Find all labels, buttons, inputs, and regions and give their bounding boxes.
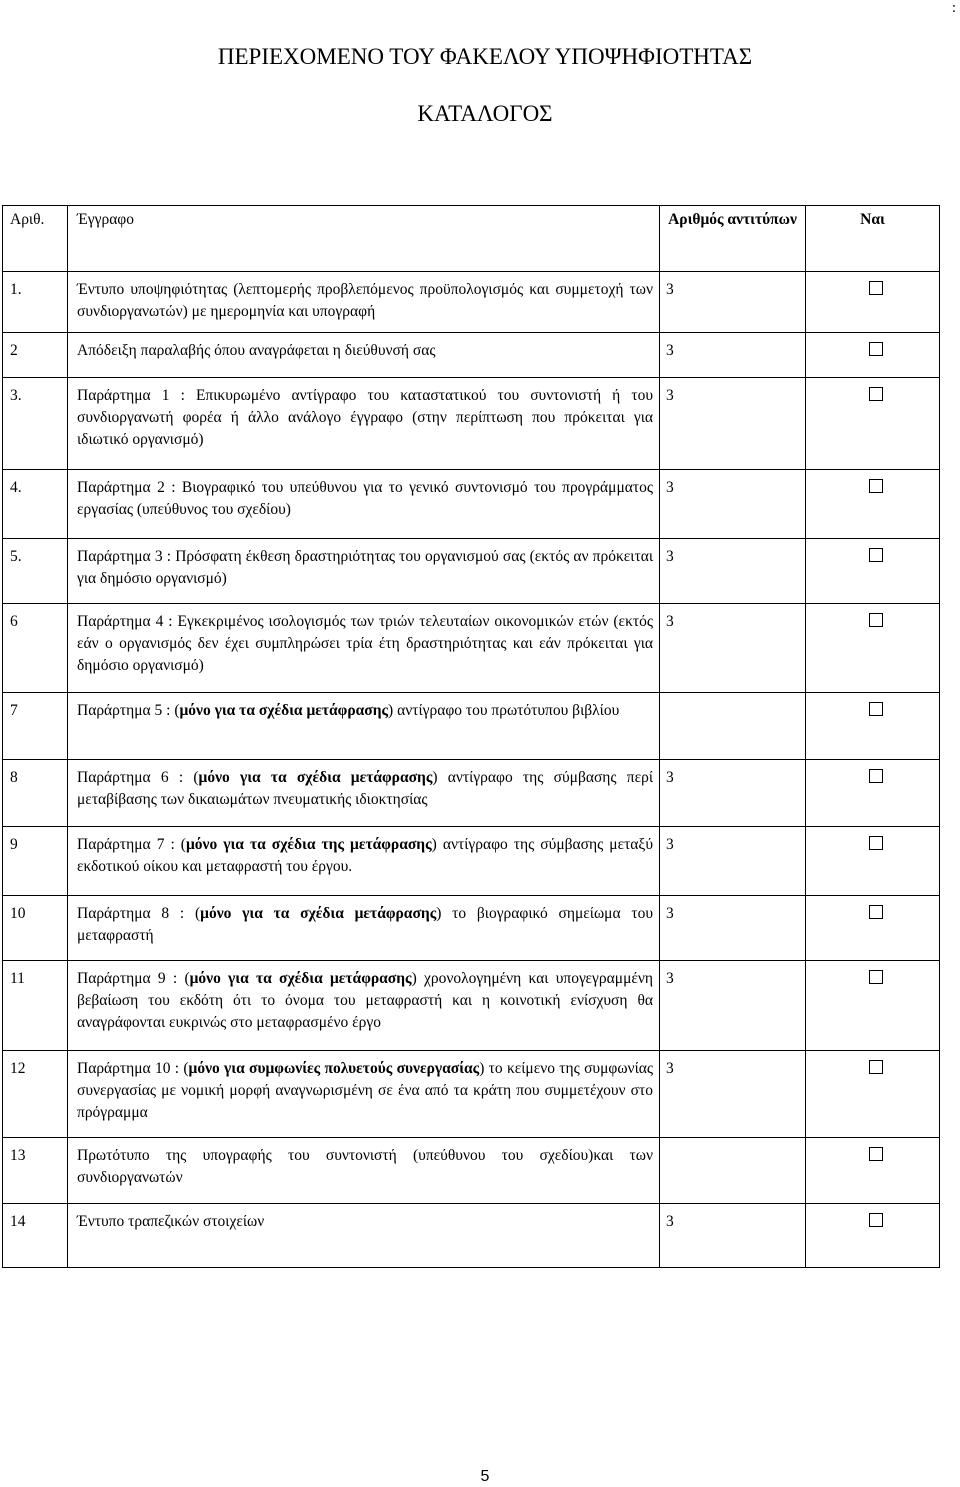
row-yes xyxy=(806,1138,940,1204)
table-row xyxy=(3,1204,940,1268)
row-yes xyxy=(806,827,940,896)
row-yes xyxy=(806,378,940,470)
row-document: Έντυπο τραπεζικών στοιχείων xyxy=(68,1204,660,1268)
row-yes xyxy=(806,896,940,961)
header-document: Έγγραφο xyxy=(68,206,660,272)
row-copies: 3 xyxy=(660,333,806,378)
yes-checkbox[interactable] xyxy=(869,702,883,716)
row-document-pre: Παράρτημα 9 : ( xyxy=(77,970,190,987)
page-number: 5 xyxy=(480,1468,490,1485)
row-copies xyxy=(660,1138,806,1204)
row-yes xyxy=(806,539,940,604)
table-row xyxy=(3,604,940,693)
row-document: Παράρτημα 3 : Πρόσφατη έκθεση δραστηριότητας του οργανισμού σας (εκτός αν πρόκειται για δημόσιο οργανισμό) xyxy=(68,539,660,604)
yes-checkbox[interactable] xyxy=(869,905,883,919)
table-row xyxy=(3,378,940,470)
row-document-bold: μόνο για τα σχέδια της μετάφρασης xyxy=(185,836,432,853)
row-number: 5. xyxy=(3,539,68,604)
documents-table xyxy=(2,205,940,1268)
row-yes xyxy=(806,333,940,378)
row-document-post: ) αντίγραφο της σύμβασης περί μεταβίβασης των δικαιωμάτων πνευματικής ιδιοκτησίας xyxy=(77,769,654,808)
row-number: 4. xyxy=(3,470,68,539)
yes-checkbox[interactable] xyxy=(869,970,883,984)
row-copies: 3 xyxy=(660,827,806,896)
table-row xyxy=(3,539,940,604)
row-number: 6 xyxy=(3,604,68,693)
row-document-post: ) χρονολογημένη και υπογεγραμμένη βεβαίωση του εκδότη ότι το όνομα του μεταφραστή και η κοινοτική ενίσχυση θα αναγράφονται ευκρινώς στο μεταφρασμένο έργο xyxy=(77,970,654,1031)
row-document-bold: μόνο για τα σχέδια μετάφρασης xyxy=(189,970,412,987)
row-document-bold: μόνο για συμφωνίες πολυετούς συνεργασίας xyxy=(188,1060,480,1077)
row-copies: 3 xyxy=(660,896,806,961)
row-document: Έντυπο υποψηφιότητας (λεπτομερής προβλεπόμενος προϋπολογισμός και συμμετοχή των συνδιοργανωτών) με ημερομηνία και υπογραφή xyxy=(68,272,660,333)
row-copies: 3 xyxy=(660,961,806,1051)
yes-checkbox[interactable] xyxy=(869,281,883,295)
row-copies: 3 xyxy=(660,760,806,827)
row-document xyxy=(68,760,660,827)
table-header-row xyxy=(3,206,940,272)
row-document xyxy=(68,896,660,961)
yes-checkbox[interactable] xyxy=(869,836,883,850)
row-document-bold: μόνο για τα σχέδια μετάφρασης xyxy=(200,905,437,922)
row-yes xyxy=(806,272,940,333)
row-document: Παράρτημα 1 : Επικυρωμένο αντίγραφο του καταστατικού του συντονιστή ή του συνδιοργανωτή φορέα ή άλλο ανάλογο έγγραφο (στην περίπτωση που πρόκειται για ιδιωτικό οργανισμό) xyxy=(68,378,660,470)
yes-checkbox[interactable] xyxy=(869,387,883,401)
table-row xyxy=(3,961,940,1051)
row-document xyxy=(68,961,660,1051)
header-number: Αριθ. xyxy=(3,206,68,272)
corner-mark: : xyxy=(951,0,956,16)
row-document-post: ) το κείμενο της συμφωνίας συνεργασίας με νομική μορφή αναγνωρισμένη σε ένα από τα κράτη που συμμετέχουν στο πρόγραμμα xyxy=(77,1060,653,1121)
row-yes xyxy=(806,1204,940,1268)
row-number: 11 xyxy=(3,961,68,1051)
row-document-bold: μόνο για τα σχέδια μετάφρασης xyxy=(179,702,389,719)
row-number: 10 xyxy=(3,896,68,961)
row-number: 7 xyxy=(3,693,68,760)
row-yes xyxy=(806,760,940,827)
row-number: 13 xyxy=(3,1138,68,1204)
table-row xyxy=(3,470,940,539)
page-title: ΠΕΡΙΕΧΟΜΕΝΟ ΤΟΥ ΦΑΚΕΛΟΥ ΥΠΟΨΗΦΙΟΤΗΤΑΣ xyxy=(217,44,753,69)
row-document-pre: Παράρτημα 8 : ( xyxy=(77,905,201,922)
row-document-pre: Παράρτημα 7 : ( xyxy=(77,836,186,853)
row-copies: 3 xyxy=(660,539,806,604)
row-copies: 3 xyxy=(660,1051,806,1138)
row-copies: 3 xyxy=(660,470,806,539)
table-row xyxy=(3,693,940,760)
row-document-post: ) αντίγραφο του πρωτότυπου βιβλίου xyxy=(388,702,620,719)
row-number: 8 xyxy=(3,760,68,827)
yes-checkbox[interactable] xyxy=(869,769,883,783)
header-copies: Αριθμός αντιτύπων xyxy=(660,206,806,272)
row-document-post: ) αντίγραφο της σύμβασης μεταξύ εκδοτικού οίκου και μεταφραστή του έργου. xyxy=(77,836,654,875)
row-copies: 3 xyxy=(660,604,806,693)
table-row xyxy=(3,1138,940,1204)
yes-checkbox[interactable] xyxy=(869,479,883,493)
row-document: Πρωτότυπο της υπογραφής του συντονιστή (υπεύθυνου του σχεδίου)και των συνδιοργανωτών xyxy=(68,1138,660,1204)
row-yes xyxy=(806,961,940,1051)
row-number: 9 xyxy=(3,827,68,896)
row-document-bold: μόνο για τα σχέδια μετάφρασης xyxy=(198,769,433,786)
row-document xyxy=(68,693,660,760)
row-number: 3. xyxy=(3,378,68,470)
yes-checkbox[interactable] xyxy=(869,1147,883,1161)
row-document-pre: Παράρτημα 10 : ( xyxy=(77,1060,189,1077)
row-copies: 3 xyxy=(660,1204,806,1268)
row-yes xyxy=(806,1051,940,1138)
row-document: Απόδειξη παραλαβής όπου αναγράφεται η διεύθυνσή σας xyxy=(68,333,660,378)
table-row xyxy=(3,827,940,896)
row-number: 2 xyxy=(3,333,68,378)
yes-checkbox[interactable] xyxy=(869,1060,883,1074)
table-row xyxy=(3,760,940,827)
yes-checkbox[interactable] xyxy=(869,342,883,356)
row-document: Παράρτημα 4 : Εγκεκριμένος ισολογισμός των τριών τελευταίων οικονομικών ετών (εκτός εάν ο οργανισμός δεν έχει συμπληρώσει τρία έτη δραστηριότητας και εάν πρόκειται για δημόσιο οργανισμό) xyxy=(68,604,660,693)
row-yes xyxy=(806,693,940,760)
row-number: 1. xyxy=(3,272,68,333)
table-row xyxy=(3,896,940,961)
row-copies: 3 xyxy=(660,378,806,470)
yes-checkbox[interactable] xyxy=(869,1213,883,1227)
table-row xyxy=(3,272,940,333)
row-copies: 3 xyxy=(660,272,806,333)
row-yes xyxy=(806,604,940,693)
yes-checkbox[interactable] xyxy=(869,613,883,627)
row-document-post: ) το βιογραφικό σημείωμα του μεταφραστή xyxy=(77,905,653,944)
row-document xyxy=(68,827,660,896)
row-document xyxy=(68,1051,660,1138)
yes-checkbox[interactable] xyxy=(869,548,883,562)
row-yes xyxy=(806,470,940,539)
page-subtitle: ΚΑΤΑΛΟΓΟΣ xyxy=(417,101,553,126)
table-row xyxy=(3,1051,940,1138)
row-number: 14 xyxy=(3,1204,68,1268)
row-document-pre: Παράρτημα 6 : ( xyxy=(77,769,199,786)
row-document-pre: Παράρτημα 5 : ( xyxy=(77,702,180,719)
table-row xyxy=(3,333,940,378)
header-yes: Ναι xyxy=(806,206,940,272)
row-copies xyxy=(660,693,806,760)
row-document: Παράρτημα 2 : Βιογραφικό του υπεύθυνου για το γενικό συντονισμό του προγράμματος εργασίας (υπεύθυνος του σχεδίου) xyxy=(68,470,660,539)
row-number: 12 xyxy=(3,1051,68,1138)
